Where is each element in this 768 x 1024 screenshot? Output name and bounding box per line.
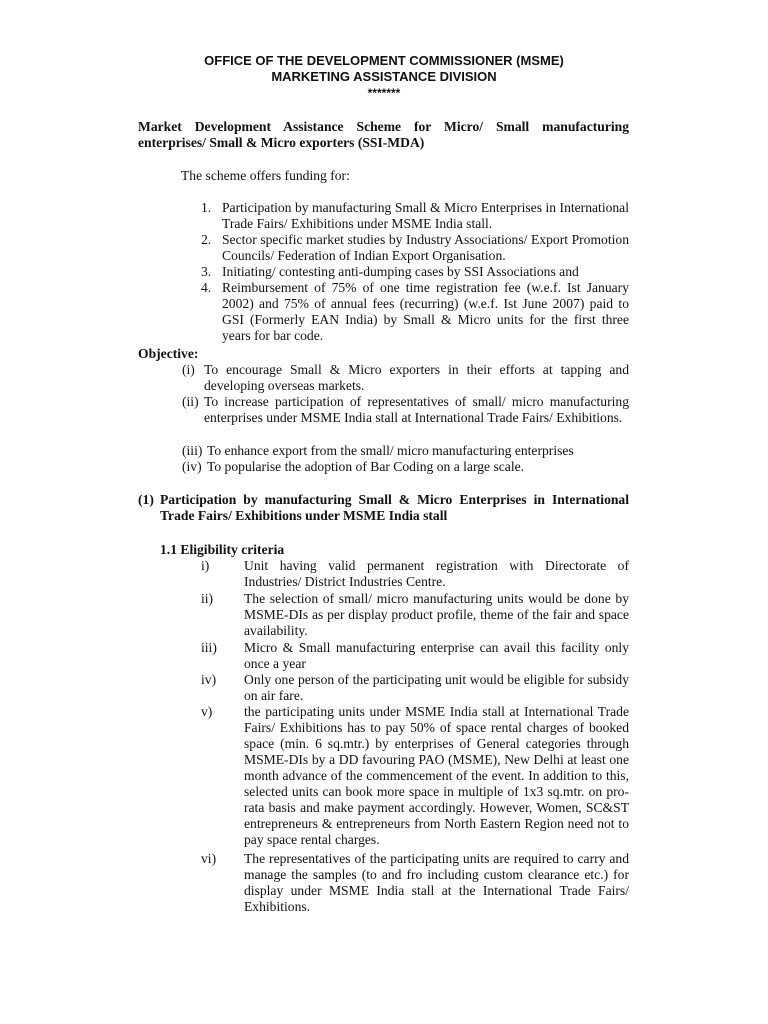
list-item-number: iii) — [201, 640, 217, 655]
list-item-number: vi) — [201, 851, 217, 866]
list-item-text: To popularise the adoption of Bar Coding on a large scale. — [207, 459, 525, 474]
list-item-number: i) — [201, 558, 210, 573]
list-item-number: (iv) — [182, 459, 202, 474]
list-item-number: (ii) — [182, 394, 199, 409]
section-number: (1) — [138, 492, 154, 507]
scheme-intro: The scheme offers funding for: — [181, 168, 350, 183]
list-item-number: iv) — [201, 672, 217, 687]
division-heading: MARKETING ASSISTANCE DIVISION — [271, 69, 497, 84]
list-item-text: Micro & Small manufacturing enterprise can avail this facility only once a year — [244, 640, 629, 671]
list-item-number: 3. — [201, 264, 212, 279]
office-heading: OFFICE OF THE DEVELOPMENT COMMISSIONER (MSME) — [204, 53, 564, 68]
list-item-number: v) — [201, 704, 213, 719]
list-item-number: (i) — [182, 362, 195, 377]
list-item-text: The selection of small/ micro manufacturing units would be done by MSME-DIs as per display product profile, theme of the fair and space availability. — [244, 591, 629, 638]
list-item-text: To encourage Small & Micro exporters in their efforts at tapping and developing overseas markets. — [204, 362, 629, 393]
list-item-text: Only one person of the participating unit would be eligible for subsidy on air fare. — [244, 672, 629, 703]
eligibility-heading: 1.1 Eligibility criteria — [160, 542, 285, 557]
list-item-text: the participating units under MSME India stall at International Trade Fairs/ Exhibitions has to pay 50% of space rental charges of booked space (min. 6 sq.mtr.) by enterprises of General categories through MSME-DIs by a DD favouring PAO (MSME), New Delhi at least one month advance of the commencement of the event. In addition to this, selected units can book more space in multiple of 1x3 sq.mtr. on pro-rata basis and make payment accordingly. However, Women, SC&ST entrepreneurs & entrepreneurs from North Eastern Region need not to pay space rental charges. — [244, 704, 629, 847]
list-item-text: Participation by manufacturing Small & Micro Enterprises in International Trade Fairs/ Exhibitions under MSME India stall. — [222, 200, 629, 231]
list-item-text: The representatives of the participating units are required to carry and manage the samples (to and fro including custom clearance etc.) for display under MSME India stall at the International Trade Fairs/ Exhibitions. — [244, 851, 629, 914]
list-item-number: 4. — [201, 280, 212, 295]
list-item-number: (iii) — [182, 443, 203, 458]
section-title: Participation by manufacturing Small & Micro Enterprises in International Trade Fairs/ Exhibitions under MSME India stall — [160, 492, 629, 523]
list-item-number: ii) — [201, 591, 214, 606]
list-item-text: To increase participation of representatives of small/ micro manufacturing enterprises under MSME India stall at International Trade Fairs/ Exhibitions. — [204, 394, 629, 425]
list-item-text: Sector specific market studies by Industry Associations/ Export Promotion Councils/ Federation of Indian Export Organisation. — [222, 232, 629, 263]
list-item-text: To enhance export from the small/ micro manufacturing enterprises — [207, 443, 574, 458]
list-item-text: Unit having valid permanent registration with Directorate of Industries/ District Industries Centre. — [244, 558, 629, 589]
scheme-title: Market Development Assistance Scheme for Micro/ Small manufacturing enterprises/ Small & Micro exporters (SSI-MDA) — [138, 119, 629, 150]
list-item-text: Initiating/ contesting anti-dumping cases by SSI Associations and — [222, 264, 579, 279]
objective-heading: Objective: — [138, 346, 199, 361]
header-stars: ******* — [367, 86, 401, 100]
list-item-text: Reimbursement of 75% of one time registration fee (w.e.f. Ist January 2002) and 75% of annual fees (recurring) (w.e.f. Ist June 2007) paid to GSI (Formerly EAN India) by Small & Micro units for the first three years for bar code. — [222, 280, 629, 343]
list-item-number: 2. — [201, 232, 212, 247]
list-item-number: 1. — [201, 200, 212, 215]
